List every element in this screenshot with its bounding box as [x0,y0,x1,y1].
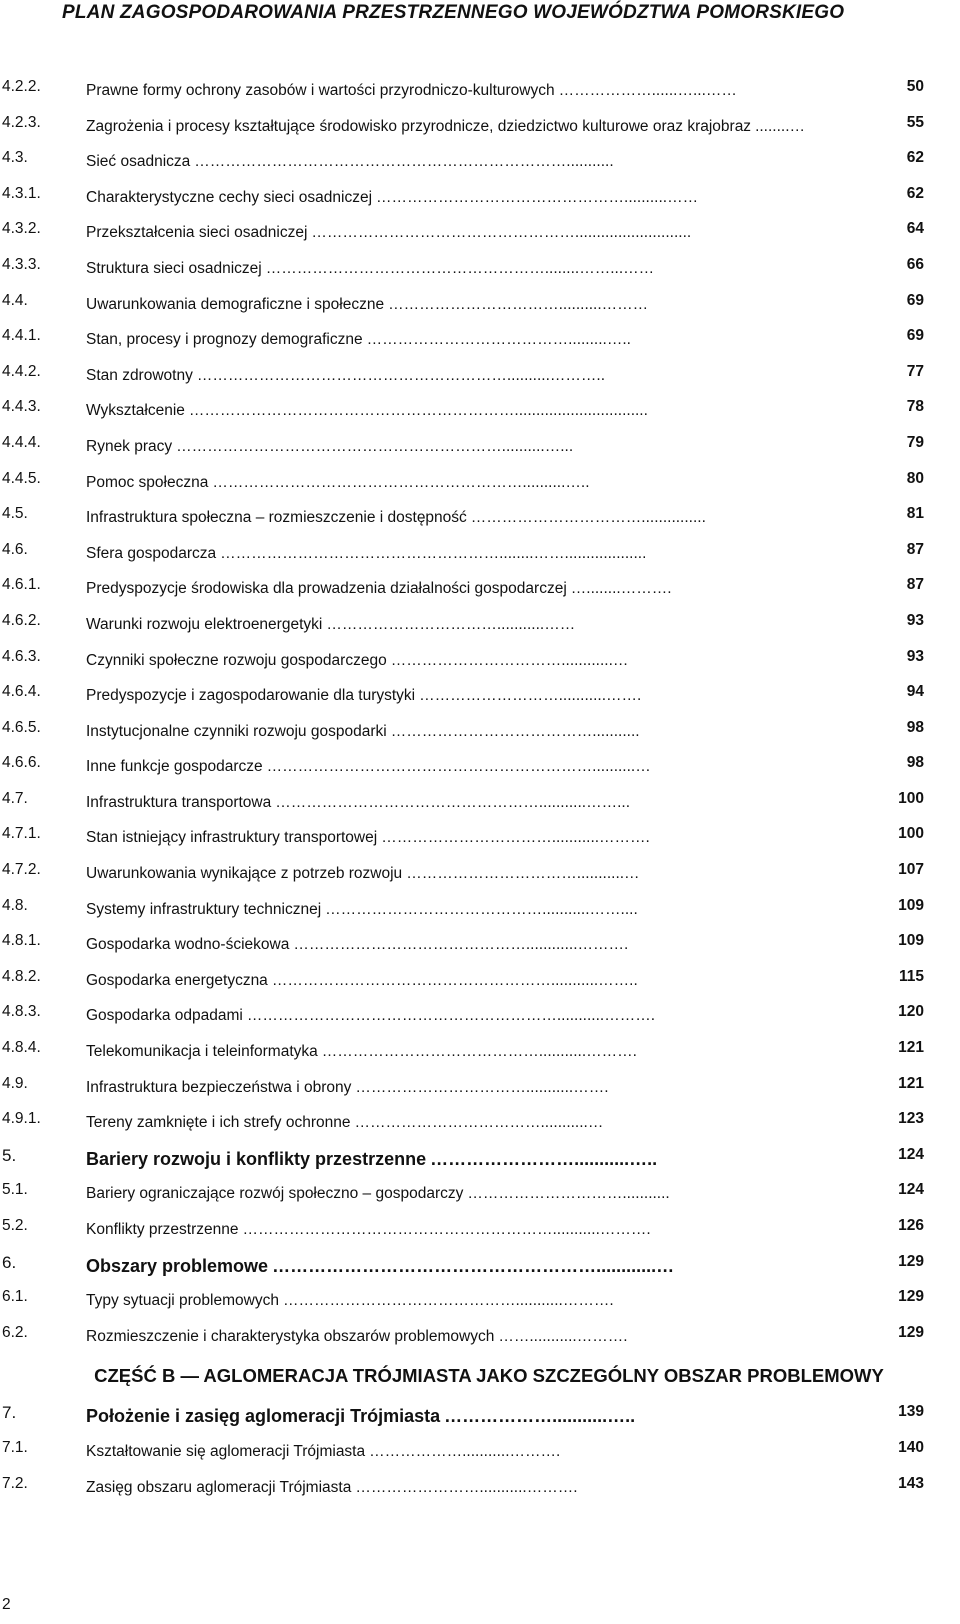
toc-entry[interactable] [0,434,960,470]
toc-entry-title-line [86,687,880,705]
toc-entry-title-line [86,865,880,883]
toc-entry-page: 87 [906,540,924,558]
toc-entry-title: Instytucjonalne czynniki rozwoju gospodarki [86,722,387,740]
toc-entry-title-line [86,82,880,100]
toc-entry-page: 79 [906,433,924,451]
toc-leader-dots: ………………………………………………........……...…… [265,259,655,277]
toc-leader-dots: ……………………...........………. [355,1478,578,1496]
toc-entry-number: 7.2. [2,1474,28,1492]
toc-entry-page: 140 [898,1438,924,1456]
toc-entry-title-line [86,438,880,456]
part-b-heading: CZĘŚĆ B — AGLOMERACJA TRÓJMIASTA JAKO SZCZEGÓLNY OBSZAR PROBLEMOWY [94,1365,884,1387]
toc-entry[interactable] [0,612,960,648]
toc-entry-number: 6.1. [2,1288,28,1306]
toc-entry-number: 4.4. [2,291,28,309]
toc-entry-title: Infrastruktura społeczna – rozmieszczenie i dostępność [86,509,467,527]
toc-entry[interactable] [0,78,960,114]
toc-entry-title: Charakterystyczne cechy sieci osadniczej [86,188,373,206]
toc-leader-dots: ……………………………………...........………. [321,1043,637,1061]
toc-entry[interactable] [0,1217,960,1253]
toc-leader-dots: ………………………………………………...........…….. [271,971,638,989]
toc-entry-number: 4.4.1. [2,327,41,345]
toc-entry-title: Predyspozycje i zagospodarowanie dla turystyki [86,687,416,705]
toc-entry-page: 107 [898,861,924,879]
toc-entry-number: 4.6.4. [2,683,41,701]
toc-entry-title-line [86,1079,880,1097]
toc-entry-number: 4.6.5. [2,718,41,736]
toc-entry-title: Sieć osadnicza [86,153,191,171]
toc-entry-number: 4.7. [2,789,28,807]
toc-leader-dots: ………………………………………………………............................... [188,402,648,420]
toc-leader-dots: ……………………………………………………..........……….. [196,366,606,384]
toc-entry-title: Sfera gospodarcza [86,544,217,562]
toc-leader-dots: …………………………………........... [390,722,640,740]
toc-entry-number: 4.2.2. [2,78,41,95]
toc-entry[interactable] [0,1439,960,1475]
toc-entry-title: Zagrożenia i procesy kształtujące środowisko przyrodnicze, dziedzictwo kulturowe oraz krajobraz [86,117,752,135]
toc-entry-number: 4.8.1. [2,932,41,950]
toc-entry-number: 4.4.3. [2,398,41,416]
toc-entry-number: 4.8.2. [2,967,41,985]
toc-entry-title: Obszary problemowe [86,1255,269,1276]
toc-entry-title-line [86,1185,880,1203]
toc-entry-page: 129 [898,1288,924,1306]
toc-leader-dots: ………………………………….........….. [366,331,631,349]
toc-entry[interactable] [0,1110,960,1146]
toc-entry-title: Bariery rozwoju i konflikty przestrzenne [86,1148,427,1169]
toc-leader-dots: ……………………...........….. [430,1148,658,1169]
toc-leader-dots: …………………………........... [467,1185,670,1203]
toc-entry[interactable] [0,327,960,363]
toc-entry-page: 78 [906,398,924,416]
toc-leader-dots: ……………………………...........… [406,865,640,883]
toc-entry-page: 98 [906,754,924,772]
toc-entry-page: 109 [898,932,924,950]
toc-entry-title: Czynniki społeczne rozwoju gospodarczego [86,651,387,669]
toc-entry-title-line [86,545,880,563]
toc-entry-number: 4.7.2. [2,861,41,879]
toc-entry-number: 4.8.4. [2,1039,41,1057]
toc-entry-title: Struktura sieci osadniczej [86,259,262,277]
toc-entry[interactable] [0,825,960,861]
toc-entry[interactable] [0,1475,960,1511]
toc-entry-page: 126 [898,1217,924,1234]
toc-entry-title-line [86,972,880,990]
toc-entry-title-line [86,723,880,741]
toc-leader-dots: ………………………………………………............… [272,1255,675,1276]
toc-entry-page: 66 [906,255,924,273]
toc-entry-number: 6.2. [2,1323,28,1341]
toc-entry-title-line [86,224,880,242]
toc-entry[interactable] [0,719,960,755]
toc-leader-dots: ………………………………...........… [354,1114,604,1132]
toc-entry-title: Infrastruktura transportowa [86,793,272,811]
toc-entry-page: 69 [906,291,924,309]
toc-entry-title-line [86,652,880,670]
toc-entry-number: 4.6.2. [2,611,41,629]
toc-entry-title: Gospodarka odpadami [86,1007,243,1025]
toc-entry-title-line [86,1479,880,1497]
toc-entry-number: 7.1. [2,1438,28,1456]
toc-entry-page: 139 [898,1403,924,1421]
toc-entry[interactable] [0,683,960,719]
toc-entry-title-line [86,616,880,634]
toc-entry-title: Gospodarka energetyczna [86,971,268,989]
toc-leader-dots: ……………………………...........………. [381,829,650,847]
toc-entry-title-line [86,1149,880,1170]
toc-entry[interactable] [0,1075,960,1111]
toc-entry-page: 124 [898,1181,924,1199]
toc-entry-number: 4.4.4. [2,433,41,451]
toc-entry-number: 4.3.1. [2,184,41,202]
toc-entry-title: Stan, procesy i prognozy demograficzne [86,331,363,349]
toc-entry-page: 129 [898,1323,924,1341]
toc-entry[interactable] [0,292,960,328]
toc-entry-page: 121 [898,1074,924,1092]
toc-entry-title-line [86,1406,880,1427]
toc-entry-title-line [86,1256,880,1277]
toc-entry-title: Uwarunkowania wynikające z potrzeb rozwoju [86,865,403,883]
toc-entry-title: Rozmieszczenie i charakterystyka obszarów problemowych [86,1327,495,1345]
toc-entry-title: Zasięg obszaru aglomeracji Trójmiasta [86,1478,352,1496]
toc-entry-title: Wykształcenie [86,402,185,420]
toc-entry-title-line [86,118,880,136]
toc-entry-number: 4.4.2. [2,362,41,380]
toc-entry-number: 4.9. [2,1074,28,1092]
toc-entry-title: Stan zdrowotny [86,366,193,384]
toc-entry-title-line [86,153,880,171]
table-of-contents [0,78,960,1510]
toc-entry-title: Tereny zamknięte i ich strefy ochronne [86,1114,351,1132]
toc-entry-title-line [86,936,880,954]
toc-entry-page: 62 [906,184,924,202]
toc-leader-dots: …………………………………………..........…… [376,188,699,206]
toc-entry-title-line [86,189,880,207]
toc-leader-dots: ……...........………. [498,1327,628,1345]
toc-leader-dots: ........… [755,117,806,135]
toc-leader-dots: ……………………………………………………...........………. [242,1221,651,1238]
toc-entry[interactable] [0,256,960,292]
toc-entry-page: 64 [906,220,924,238]
toc-entry-number: 5.1. [2,1181,28,1199]
toc-entry-number: 5. [2,1145,17,1165]
toc-entry[interactable] [0,1181,960,1217]
toc-entry-title: Predyspozycje środowiska dla prowadzenia działalności gospodarczej [86,580,567,598]
toc-entry[interactable] [0,1324,960,1360]
toc-entry[interactable] [0,470,960,506]
page-number: 2 [2,1596,11,1613]
toc-entry-title-line [86,901,880,919]
toc-entry-page: 123 [898,1110,924,1128]
toc-entry-title-line [86,580,880,598]
toc-entry-title-line [86,1007,880,1025]
toc-leader-dots: ……………………………...........……. [355,1078,609,1096]
toc-entry-number: 4.6. [2,540,28,558]
toc-leader-dots: ………………...........………. [369,1442,561,1460]
toc-entry[interactable] [0,1146,960,1182]
toc-entry[interactable] [0,754,960,790]
toc-entry-title-line [86,1114,880,1132]
toc-entry-title: Bariery ograniczające rozwój społeczno – gospodarczy [86,1185,464,1203]
toc-entry-title: Rynek pracy [86,437,173,455]
toc-leader-dots: ………………………………………………………..........…... [176,437,574,455]
toc-entry[interactable] [0,1253,960,1289]
toc-entry-title-line [86,474,880,492]
toc-entry-title: Przekształcenia sieci osadniczej [86,224,308,242]
toc-entry[interactable] [0,790,960,826]
toc-entry-page: 62 [906,149,924,167]
toc-entry-title-line [86,509,880,527]
toc-leader-dots: ……………………………............... [470,509,706,527]
toc-entry-number: 4.6.3. [2,647,41,665]
toc-leader-dots: ………………………………………............………. [293,936,629,954]
toc-entry-title-line [86,331,880,349]
toc-entry-page: 100 [898,825,924,843]
toc-entry[interactable] [0,220,960,256]
toc-entry-number: 4.3.2. [2,220,41,238]
toc-entry[interactable] [0,1039,960,1075]
toc-entry[interactable] [0,505,960,541]
toc-leader-dots: ……………………………………………………...........………. [246,1007,656,1025]
toc-entry[interactable] [0,398,960,434]
toc-entry-title: Systemy infrastruktury technicznej [86,900,322,918]
toc-entry-page: 55 [906,113,924,131]
toc-entry-title-line [86,758,880,776]
toc-entry-page: 98 [906,718,924,736]
toc-entry-title-line [86,1043,880,1061]
toc-entry-title: Telekomunikacja i teleinformatyka [86,1043,318,1061]
toc-entry-number: 4.2.3. [2,113,41,131]
toc-entry-title: Typy sytuacji problemowych [86,1292,279,1310]
toc-entry-number: 4.8. [2,896,28,914]
toc-leader-dots: ……………………………..........……… [388,295,649,313]
toc-leader-dots: ……………………………............… [390,651,629,669]
toc-entry-title: Inne funkcje gospodarcze [86,758,263,776]
toc-entry-number: 4.3.3. [2,255,41,273]
toc-entry-page: 129 [898,1252,924,1270]
toc-entry[interactable] [0,1288,960,1324]
toc-entry-page: 120 [898,1003,924,1021]
toc-entry[interactable] [0,363,960,399]
toc-entry-title: Stan istniejący infrastruktury transportowej [86,829,378,847]
toc-entry-page: 69 [906,327,924,345]
toc-entry-page: 93 [906,611,924,629]
toc-entry-number: 6. [2,1252,17,1272]
toc-entry[interactable] [0,185,960,221]
toc-entry-page: 77 [906,362,924,380]
toc-entry-page: 87 [906,576,924,594]
toc-leader-dots: ……………………………...........…… [326,615,576,633]
toc-entry-number: 4.8.3. [2,1003,41,1021]
toc-entry-title: Położenie i zasięg aglomeracji Trójmiasta [86,1406,441,1427]
toc-leader-dots: …........………. [570,580,672,598]
toc-entry[interactable] [0,576,960,612]
toc-entry-title: Gospodarka wodno-ściekowa [86,936,290,954]
toc-leader-dots: ……………………………………...........…….... [325,900,638,918]
toc-entry-title-line [86,1221,880,1239]
toc-entry-page: 50 [906,78,924,95]
toc-leader-dots: ………………………………………...........………. [282,1292,614,1310]
toc-entry[interactable] [0,968,960,1004]
toc-entry-page: 80 [906,469,924,487]
toc-entry-page: 124 [898,1145,924,1163]
toc-entry-page: 109 [898,896,924,914]
toc-leader-dots: ………………………………………………........……................... [220,544,647,562]
toc-entry[interactable] [0,1003,960,1039]
toc-entry[interactable] [0,648,960,684]
toc-entry-title: Prawne formy ochrony zasobów i wartości przyrodniczo-kulturowych [86,82,555,99]
toc-entry[interactable] [0,932,960,968]
toc-entry[interactable] [0,541,960,577]
toc-entry-number: 4.6.6. [2,754,41,772]
toc-entry-number: 4.3. [2,149,28,167]
toc-entry[interactable] [0,114,960,150]
toc-entry-page: 94 [906,683,924,701]
toc-entry-number: 5.2. [2,1217,28,1234]
toc-entry-title-line [86,1292,880,1310]
toc-entry-title: Kształtowanie się aglomeracji Trójmiasta [86,1442,366,1460]
toc-entry-number: 7. [2,1403,17,1423]
page-header-title: PLAN ZAGOSPODAROWANIA PRZESTRZENNEGO WOJEWÓDZTWA POMORSKIEGO [62,2,845,23]
toc-leader-dots: ………………...........….. [444,1406,636,1427]
toc-leader-dots: ………………………...........……. [419,687,642,705]
toc-leader-dots: ……………………………………………………..........….. [212,473,590,491]
toc-entry-title: Uwarunkowania demograficzne i społeczne [86,295,385,313]
toc-entry-number: 4.7.1. [2,825,41,843]
toc-entry-page: 100 [898,789,924,807]
toc-entry-title-line [86,367,880,385]
toc-entry-title-line [86,829,880,847]
toc-leader-dots: ………………………………………………………..........… [266,758,651,776]
toc-entry[interactable] [0,149,960,185]
toc-entry-page: 93 [906,647,924,665]
toc-entry[interactable] [0,897,960,933]
toc-entry-page: 121 [898,1039,924,1057]
toc-leader-dots: ………………......…...…… [558,82,737,99]
toc-entry-number: 4.6.1. [2,576,41,594]
toc-entry[interactable] [0,861,960,897]
toc-entry-title-line [86,1443,880,1461]
toc-entry-title-line [86,260,880,278]
toc-entry-title-line [86,794,880,812]
toc-entry-page: 143 [898,1474,924,1492]
toc-entry-title-line [86,296,880,314]
toc-entry-title: Warunki rozwoju elektroenergetyki [86,615,323,633]
toc-entry-title: Konflikty przestrzenne [86,1221,239,1238]
toc-entry-title-line [86,1328,880,1346]
toc-entry-title: Pomoc społeczna [86,473,209,491]
toc-entry-number: 4.9.1. [2,1110,41,1128]
toc-leader-dots: ……………………………………………........................... [311,224,692,242]
toc-leader-dots: ………………………………………………………………........... [194,153,614,171]
toc-entry-title: Infrastruktura bezpieczeństwa i obrony [86,1078,352,1096]
toc-entry-page: 81 [906,505,924,523]
toc-entry-page: 115 [898,967,924,985]
toc-entry-number: 4.5. [2,505,28,523]
toc-entry[interactable] [0,1403,960,1439]
toc-entry-number: 4.4.5. [2,469,41,487]
toc-leader-dots: ……………………………………………...........……... [275,793,631,811]
toc-entry-title-line [86,402,880,420]
